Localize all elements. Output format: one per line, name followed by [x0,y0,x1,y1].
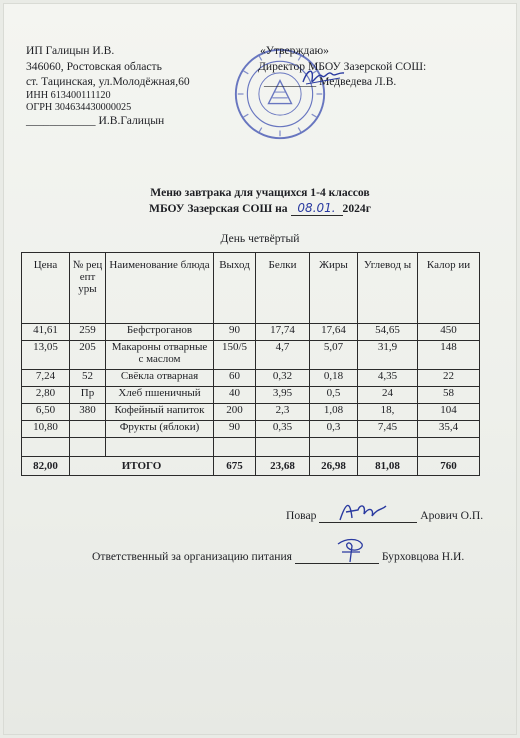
cell-fats: 5,07 [310,341,358,370]
responsible-signature-line [92,550,464,564]
day-label: День четвёртый [220,232,300,245]
cell-price: 6,50 [22,404,70,421]
approve-position: Директор МБОУ Зазерской СОШ: [258,60,427,73]
approve-signoff: _________ Медведева Л.В. [264,75,397,88]
cell-calories: 35,4 [418,421,480,438]
cell-output: 150/5 [214,341,256,370]
cell-recipe-no [70,421,106,438]
header-recipe-no: № рец епт уры [70,253,106,324]
cell-dish-name: Бефстроганов [106,324,214,341]
cell-carbs: 4,35 [358,370,418,387]
menu-subtitle [4,201,516,216]
menu-subtitle-suffix: 2024г [342,202,371,215]
document-page [4,4,516,734]
cell-price: 41,61 [22,324,70,341]
cell-proteins: 17,74 [256,324,310,341]
cell-fats: 0,3 [310,421,358,438]
cell-recipe-no: Пр [70,387,106,404]
cell-price: 7,24 [22,370,70,387]
responsible-name: Бурховцова Н.И. [381,550,465,563]
total-output: 675 [214,457,256,476]
menu-table [21,252,480,476]
cell-carbs: 24 [358,387,418,404]
cell-dish-name: Фрукты (яблоки) [106,421,214,438]
table-row [22,421,480,438]
header-carbs: Углевод ы [358,253,418,324]
header-dish-name: Наименование блюда [106,253,214,324]
total-label: ИТОГО [70,457,214,476]
cell-carbs: 18, [358,404,418,421]
cell-output: 200 [214,404,256,421]
cell-recipe-no: 52 [70,370,106,387]
cell-recipe-no: 205 [70,341,106,370]
table-row [22,404,480,421]
header-proteins: Белки [256,253,310,324]
total-carbs: 81,08 [358,457,418,476]
cell-carbs: 31,9 [358,341,418,370]
table-row [22,387,480,404]
responsible-signature [332,536,368,564]
cell-fats: 0,18 [310,370,358,387]
cell-calories: 148 [418,341,480,370]
header-fats: Жиры [310,253,358,324]
cell-proteins: 0,35 [256,421,310,438]
cell-calories: 22 [418,370,480,387]
table-total-row [22,457,480,476]
table-row [22,324,480,341]
cell-price: 10,80 [22,421,70,438]
cell-dish-name: Макароны отварные с маслом [106,341,214,370]
cell-output: 40 [214,387,256,404]
cell-carbs: 54,65 [358,324,418,341]
cell-proteins: 2,3 [256,404,310,421]
cell-dish-name: Кофейный напиток [106,404,214,421]
table-row-empty [22,438,480,457]
org-address-1: 346060, Ростовская область [26,60,162,73]
total-proteins: 23,68 [256,457,310,476]
handwritten-date: 08.01. [297,201,336,215]
header-calories: Калор ии [418,253,480,324]
org-signoff: ____________ И.В.Галицын [26,114,165,127]
table-header-row [22,253,480,324]
cell-price: 2,80 [22,387,70,404]
cell-output: 90 [214,421,256,438]
cell-fats: 1,08 [310,404,358,421]
org-address-2: ст. Тацинская, ул.Молодёжная,60 [26,75,190,88]
cell-dish-name: Свёкла отварная [106,370,214,387]
handwritten-date-field [291,201,343,216]
cell-recipe-no: 259 [70,324,106,341]
header-price: Цена [22,253,70,324]
cook-signature [336,496,390,526]
cell-carbs: 7,45 [358,421,418,438]
cell-recipe-no: 380 [70,404,106,421]
approve-label: «Утверждаю» [260,44,329,57]
org-name: ИП Галицын И.В. [26,44,115,57]
total-calories: 760 [418,457,480,476]
cell-calories: 450 [418,324,480,341]
cell-calories: 58 [418,387,480,404]
cell-proteins: 0,32 [256,370,310,387]
cell-output: 90 [214,324,256,341]
menu-subtitle-prefix: МБОУ Зазерская СОШ на [149,202,288,215]
table-row [22,341,480,370]
cell-fats: 17,64 [310,324,358,341]
menu-title: Меню завтрака для учащихся 1-4 классов [150,186,370,199]
header-output: Выход [214,253,256,324]
cell-calories: 104 [418,404,480,421]
cell-price: 13,05 [22,341,70,370]
cell-dish-name: Хлеб пшеничный [106,387,214,404]
cook-name: Арович О.П. [420,509,484,522]
director-signature [300,64,346,88]
org-inn: ИНН 613400111120 [26,90,111,101]
cell-output: 60 [214,370,256,387]
table-row [22,370,480,387]
total-fats: 26,98 [310,457,358,476]
total-price: 82,00 [22,457,70,476]
cell-proteins: 3,95 [256,387,310,404]
cell-proteins: 4,7 [256,341,310,370]
responsible-label: Ответственный за организацию питания [92,550,292,563]
cell-fats: 0,5 [310,387,358,404]
cook-label: Повар [286,509,317,522]
org-ogrn: ОГРН 304634430000025 [26,102,132,113]
